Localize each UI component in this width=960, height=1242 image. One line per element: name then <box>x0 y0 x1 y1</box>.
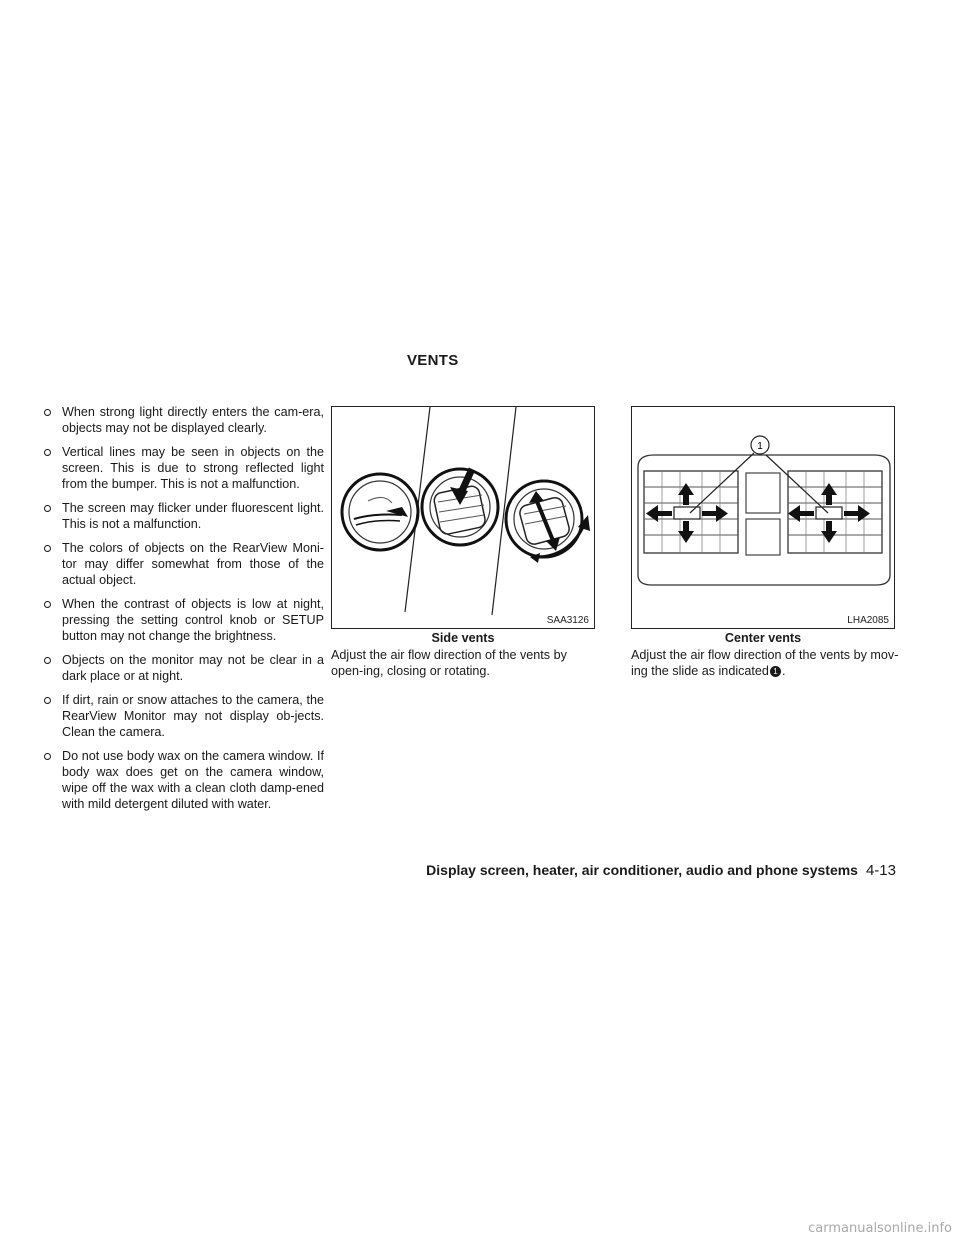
list-item: When strong light directly enters the cam-era, objects may not be displayed clearly. <box>44 404 324 436</box>
center-vents-illustration <box>632 407 895 629</box>
callout-number-icon: 1 <box>770 666 781 677</box>
list-item: If dirt, rain or snow attaches to the camera, the RearView Monitor may not display ob-jects. Clean the camera. <box>44 692 324 740</box>
list-item: Vertical lines may be seen in objects on the screen. This is due to strong reflected light from the bumper. This is not a malfunction. <box>44 444 324 492</box>
callout-number: 1 <box>757 441 763 452</box>
bullet-icon <box>44 753 51 760</box>
bullet-icon <box>44 657 51 664</box>
precaution-list <box>44 404 324 820</box>
bullet-icon <box>44 505 51 512</box>
side-vent-middle-illustration <box>422 469 498 545</box>
list-item: The screen may flicker under fluorescent light. This is not a malfunction. <box>44 500 324 532</box>
side-vent-left-illustration <box>342 474 418 550</box>
list-item: Objects on the monitor may not be clear in a dark place or at night. <box>44 652 324 684</box>
side-vents-illustration <box>332 407 595 629</box>
footer-section-title: Display screen, heater, air conditioner, audio and phone systems <box>426 862 858 878</box>
list-item: When the contrast of objects is low at night, pressing the setting control knob or SETUP button may not change the brightness. <box>44 596 324 644</box>
list-item: Do not use body wax on the camera window. If body wax does get on the camera window, wipe off the wax with a clean cloth damp-ened with mild detergent diluted with water. <box>44 748 324 812</box>
page-number: 4-13 <box>865 862 896 879</box>
center-vents-caption: Center vents <box>724 631 802 645</box>
bullet-icon <box>44 449 51 456</box>
side-vents-description: Adjust the air flow direction of the vents by open-ing, closing or rotating. <box>331 648 567 678</box>
side-vent-right-illustration <box>506 481 590 563</box>
figure-code: LHA2085 <box>847 615 889 626</box>
side-vents-caption: Side vents <box>431 631 495 645</box>
section-heading: VENTS <box>407 352 459 369</box>
bullet-icon <box>44 601 51 608</box>
figure-code: SAA3126 <box>546 615 589 626</box>
center-vents-figure <box>631 406 895 629</box>
side-vents-figure <box>331 406 595 629</box>
watermark: carmanualsonline.info <box>808 1221 952 1236</box>
bullet-icon <box>44 697 51 704</box>
bullet-icon <box>44 545 51 552</box>
center-vents-description: Adjust the air flow direction of the vents by mov-ing the slide as indicated 1 . <box>631 648 899 678</box>
list-item: The colors of objects on the RearView Moni-tor may differ somewhat from those of the actual object. <box>44 540 324 588</box>
bullet-icon <box>44 409 51 416</box>
page-footer <box>426 862 896 879</box>
